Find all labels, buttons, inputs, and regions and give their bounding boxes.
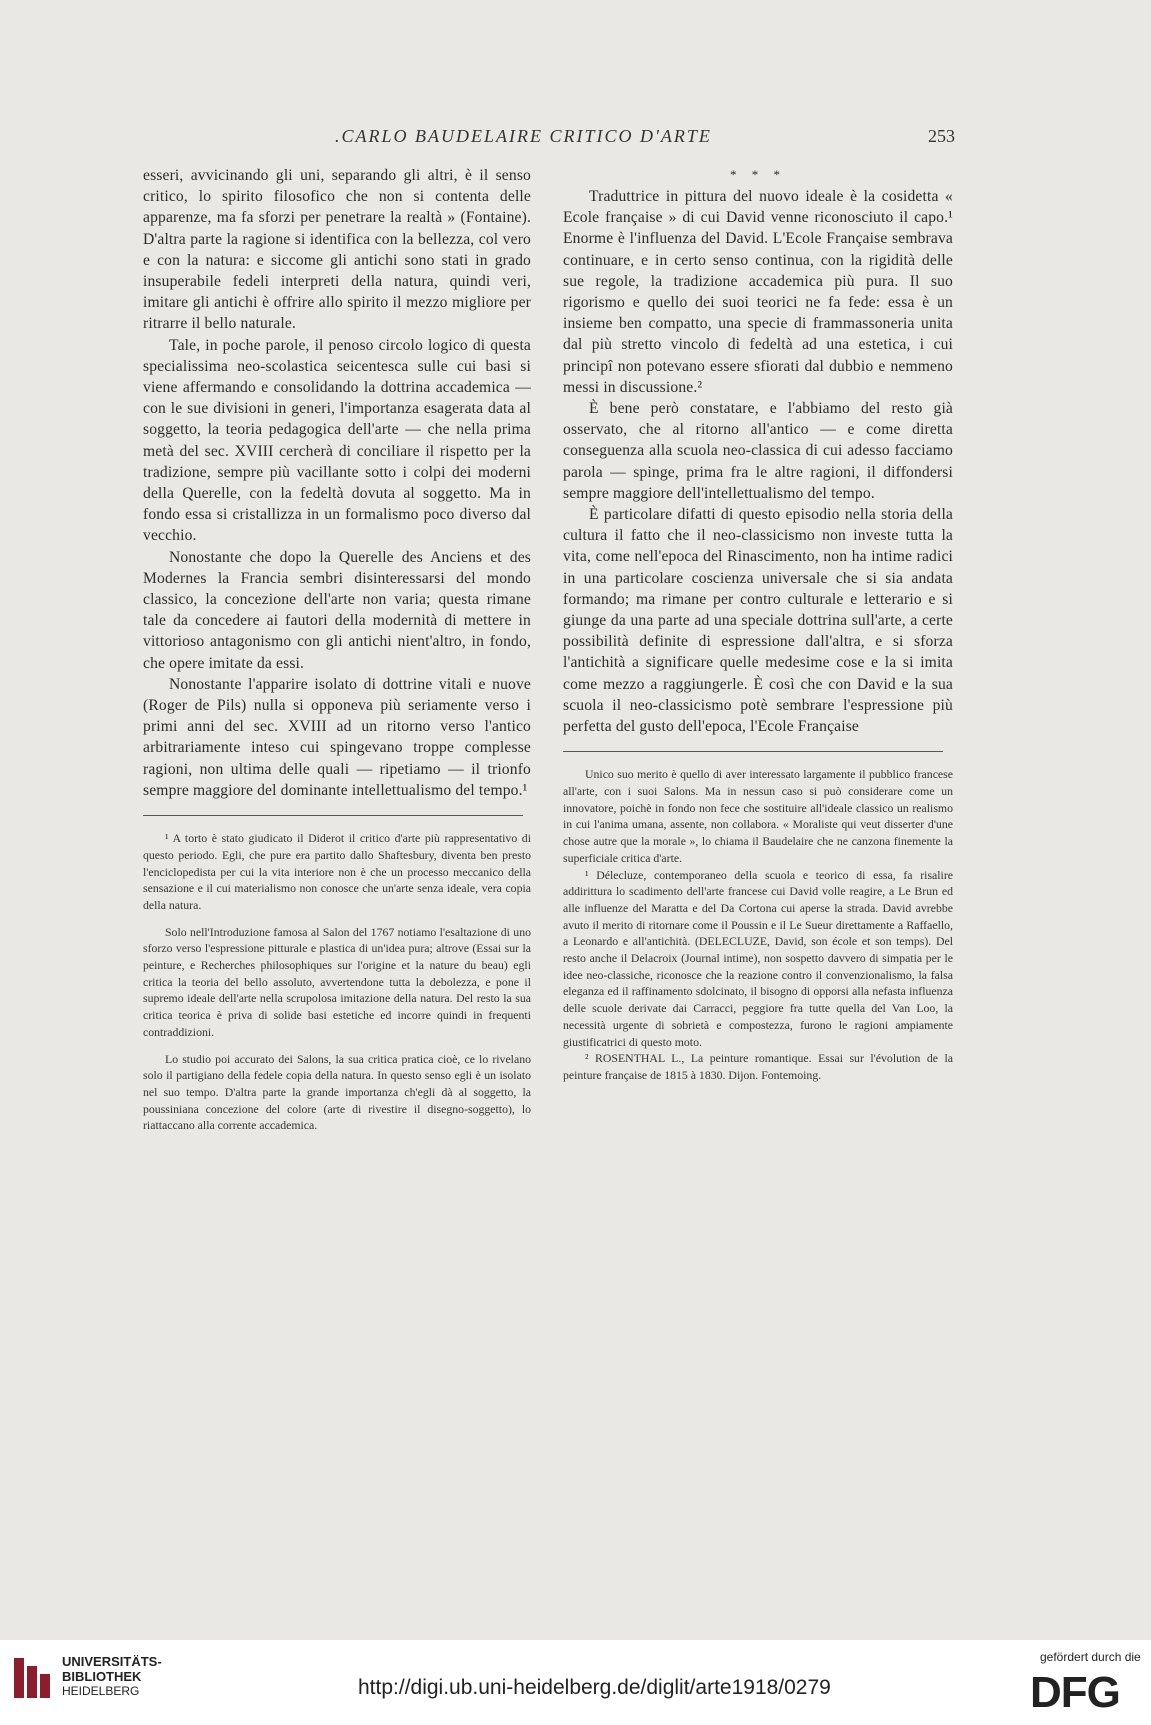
viewer-footer [0, 1640, 1151, 1725]
paragraph: Nonostante l'apparire isolato di dottrine vitali e nuove (Roger de Pils) nulla si opponeva più seriamente verso i primi anni del sec. XVIII ad un ritorno verso l'antico arbitrariamente inteso cui spingevano troppe complesse ragioni, non ultima delle quali — ripetiamo — il trionfo sempre maggiore del dominante intellettualismo del tempo.¹ [143, 675, 531, 799]
right-column [563, 165, 953, 1084]
footnote: Lo studio poi accurato dei Salons, la sua critica pratica cioè, ce lo rivelano solo il partigiano della fedele copia della natura. In questo senso egli è un isolato nel suo tempo. D'altra parte la grande importanza ch'egli dà al soggetto, la poussiniana concezione del colore (arte di rivestire il disegno-soggetto), lo riattaccano alla corrente accademica. [143, 1051, 531, 1133]
dfg-logo-icon: DFG [1030, 1668, 1120, 1717]
left-column [143, 165, 531, 1134]
funding-label: gefördert durch die [1040, 1650, 1141, 1664]
footnote: Solo nell'Introduzione famosa al Salon del 1767 notiamo l'esaltazione di uno sforzo verso l'espressione pitturale e plastica di un'idea pura; altrove (Essai sur la peinture, e Recherches philosophiques sur l'origine et la nature du beau) egli critica la teoria del bello assoluto, avvertendone tutta la debolezza, e pone il supremo ideale dell'arte nella scrupolosa imitazione della natura. Del resto la sua critica teorica è priva di solide basi estetiche ed incorre quindi in frequenti contraddizioni. [143, 924, 531, 1039]
right-body-text [563, 186, 953, 737]
left-footnotes [143, 830, 531, 1134]
paragraph: esseri, avvicinando gli uni, separando gli altri, è il senso critico, lo spirito filosofico che non si contenta delle apparenze, ma fa sforzi per penetrare la realtà » (Fontaine). D'altra parte la ragione si identifica con la bellezza, col vero e con la natura: e siccome gli antichi sono stati in grado insuperabile fedeli interpreti della natura, quindi veri, imitare gli antichi è offrire allo spirito il mezzo migliore per ritrarre il bello naturale. [143, 167, 531, 333]
paragraph: Tale, in poche parole, il penoso circolo logico di questa specialissima neo-scolastica seicentesca sulle cui basi si viene affermando e consolidando la dottrina accademica — con le sue divisioni in generi, l'importanza esagerata data al soggetto, la teoria pedagogica dell'arte — che nella prima metà del sec. XVIII cercherà di conciliare il rispetto per la tradizione, sempre più vacillante sotto i colpi dei moderni della Querelle, con la fedeltà dovuta al soggetto. Ma in fondo essa si cristallizza in un formalismo poco diverso dal vecchio. [143, 336, 531, 545]
left-body-text [143, 165, 531, 801]
paragraph: Nonostante che dopo la Querelle des Anciens et des Modernes la Francia sembri disinteressarsi del mondo classico, la concezione dell'arte non varia; questa rimane tale da concedere ai fautori della modernità di mettere in vittorioso antagonismo con gli antichi nient'altro, in fondo, che opere imitate da essi. [143, 548, 531, 672]
paragraph: È bene però constatare, e l'abbiamo del resto già osservato, che al ritorno all'antico — e come diretta conseguenza alla scuola neo-classica di cui adesso facciamo parola — spinge, prima fra le altre ragioni, il diffondersi sempre maggiore dell'intellettualismo del tempo. [563, 400, 953, 502]
running-title: .CARLO BAUDELAIRE CRITICO D'ARTE [335, 126, 712, 146]
footnote-separator [563, 751, 943, 752]
paragraph: È particolare difatti di questo episodio nella storia della cultura il fatto che il neo-classicismo non investe tutta la vita, come nell'epoca del Rinascimento, non ha intime radici in una particolare coscienza universale che si sia andata formando; ma rimane per contro culturale e letterario e si giunge da una parte ad una speciale dottrina sull'arte, a certe possibilità definite di espressione dall'altra, e si sforza l'antichità a significare quelle medesime cose e la si imita come mezzo a raggiungerle. È così che con David e la sua scuola il neo-classicismo potè sembrare l'espressione più perfetta del gusto dell'epoca, l'Ecole Française [563, 506, 953, 736]
library-name: UNIVERSITÄTS- BIBLIOTHEK HEIDELBERG [62, 1654, 162, 1698]
page-number: 253 [928, 126, 955, 146]
footnote: ¹ A torto è stato giudicato il Diderot il critico d'arte più rappresentativo di questo periodo. Egli, che pure era partito dallo Shaftesbury, diventa ben presto l'enciclopedista per cui la vita interiore non è che un processo meccanico della sensazione e il cui materialismo non conosce che un'arte senza ideale, vera copia della natura. [143, 831, 531, 912]
footnote: ¹ Délecluze, contemporaneo della scuola e teorico di essa, fa risalire addirittura lo scadimento dell'arte francese cui David volle reagire, a Le Brun ed alle influenze del Maratta e del Da Cortona cui aperse la strada. David avrebbe avuto il merito di ritornare come il Poussin e il Le Sueur direttamente a Raffaello, a Leonardo e all'antichità. (DELECLUZE, David, son école et son temps). Del resto anche il Delacroix (Journal intime), non sospetto davvero di simpatia per le idee neo-classiche, riconosce che la reazione contro il convenzionalismo, la falsa eleganza ed il raffinamento sdolcinato, il bisogno di opporsi alla nefasta influenza delle scuole derivate dai Carracci, peggiore fra tutte quella del Van Loo, la necessità urgente di sobrietà e compostezza, furono le ragioni ampiamente giustificatrici di questo moto. [563, 867, 953, 1049]
right-footnotes [563, 766, 953, 1083]
footnote-separator [143, 815, 523, 816]
permalink-url[interactable]: http://digi.ub.uni-heidelberg.de/diglit/arte1918/0279 [358, 1676, 831, 1699]
paragraph: Traduttrice in pittura del nuovo ideale è la cosidetta « Ecole française » di cui David venne riconosciuto il capo.¹ Enorme è l'influenza del David. L'Ecole Française sembrava continuare, e in certo senso continua, con la rigidità delle sue regole, la tradizione accademica più pura. Il suo rigorismo e quello dei suoi teorici ne fa fede: essa è un insieme ben compatto, una specie di frammassoneria unita dal più stretto vincolo di fedeltà ad una estetica, i cui principî non potevano essere sfiorati dal dubbio e nemmeno messi in discussione.² [563, 188, 953, 396]
section-break-stars: * * * [730, 167, 786, 182]
footnote: Unico suo merito è quello di aver interessato largamente il pubblico francese all'arte, con i suoi Salons. Ma in nessun caso si può considerare come un innovatore, poichè in fondo non fece che sostituire all'ideale classico un realismo in cui l'anima umana, assente, non collabora. « Moraliste qui veut disserter d'une chose autre que la morale », lo chiama il Baudelaire che ne canzona finemente la superficiale critica d'arte. [563, 767, 953, 865]
running-header [135, 126, 965, 152]
university-library-logo-icon [12, 1656, 52, 1700]
footnote: ² ROSENTHAL L., La peinture romantique. Essai sur l'évolution de la peinture française de 1815 à 1830. Dijon. Fontemoing. [563, 1051, 953, 1082]
